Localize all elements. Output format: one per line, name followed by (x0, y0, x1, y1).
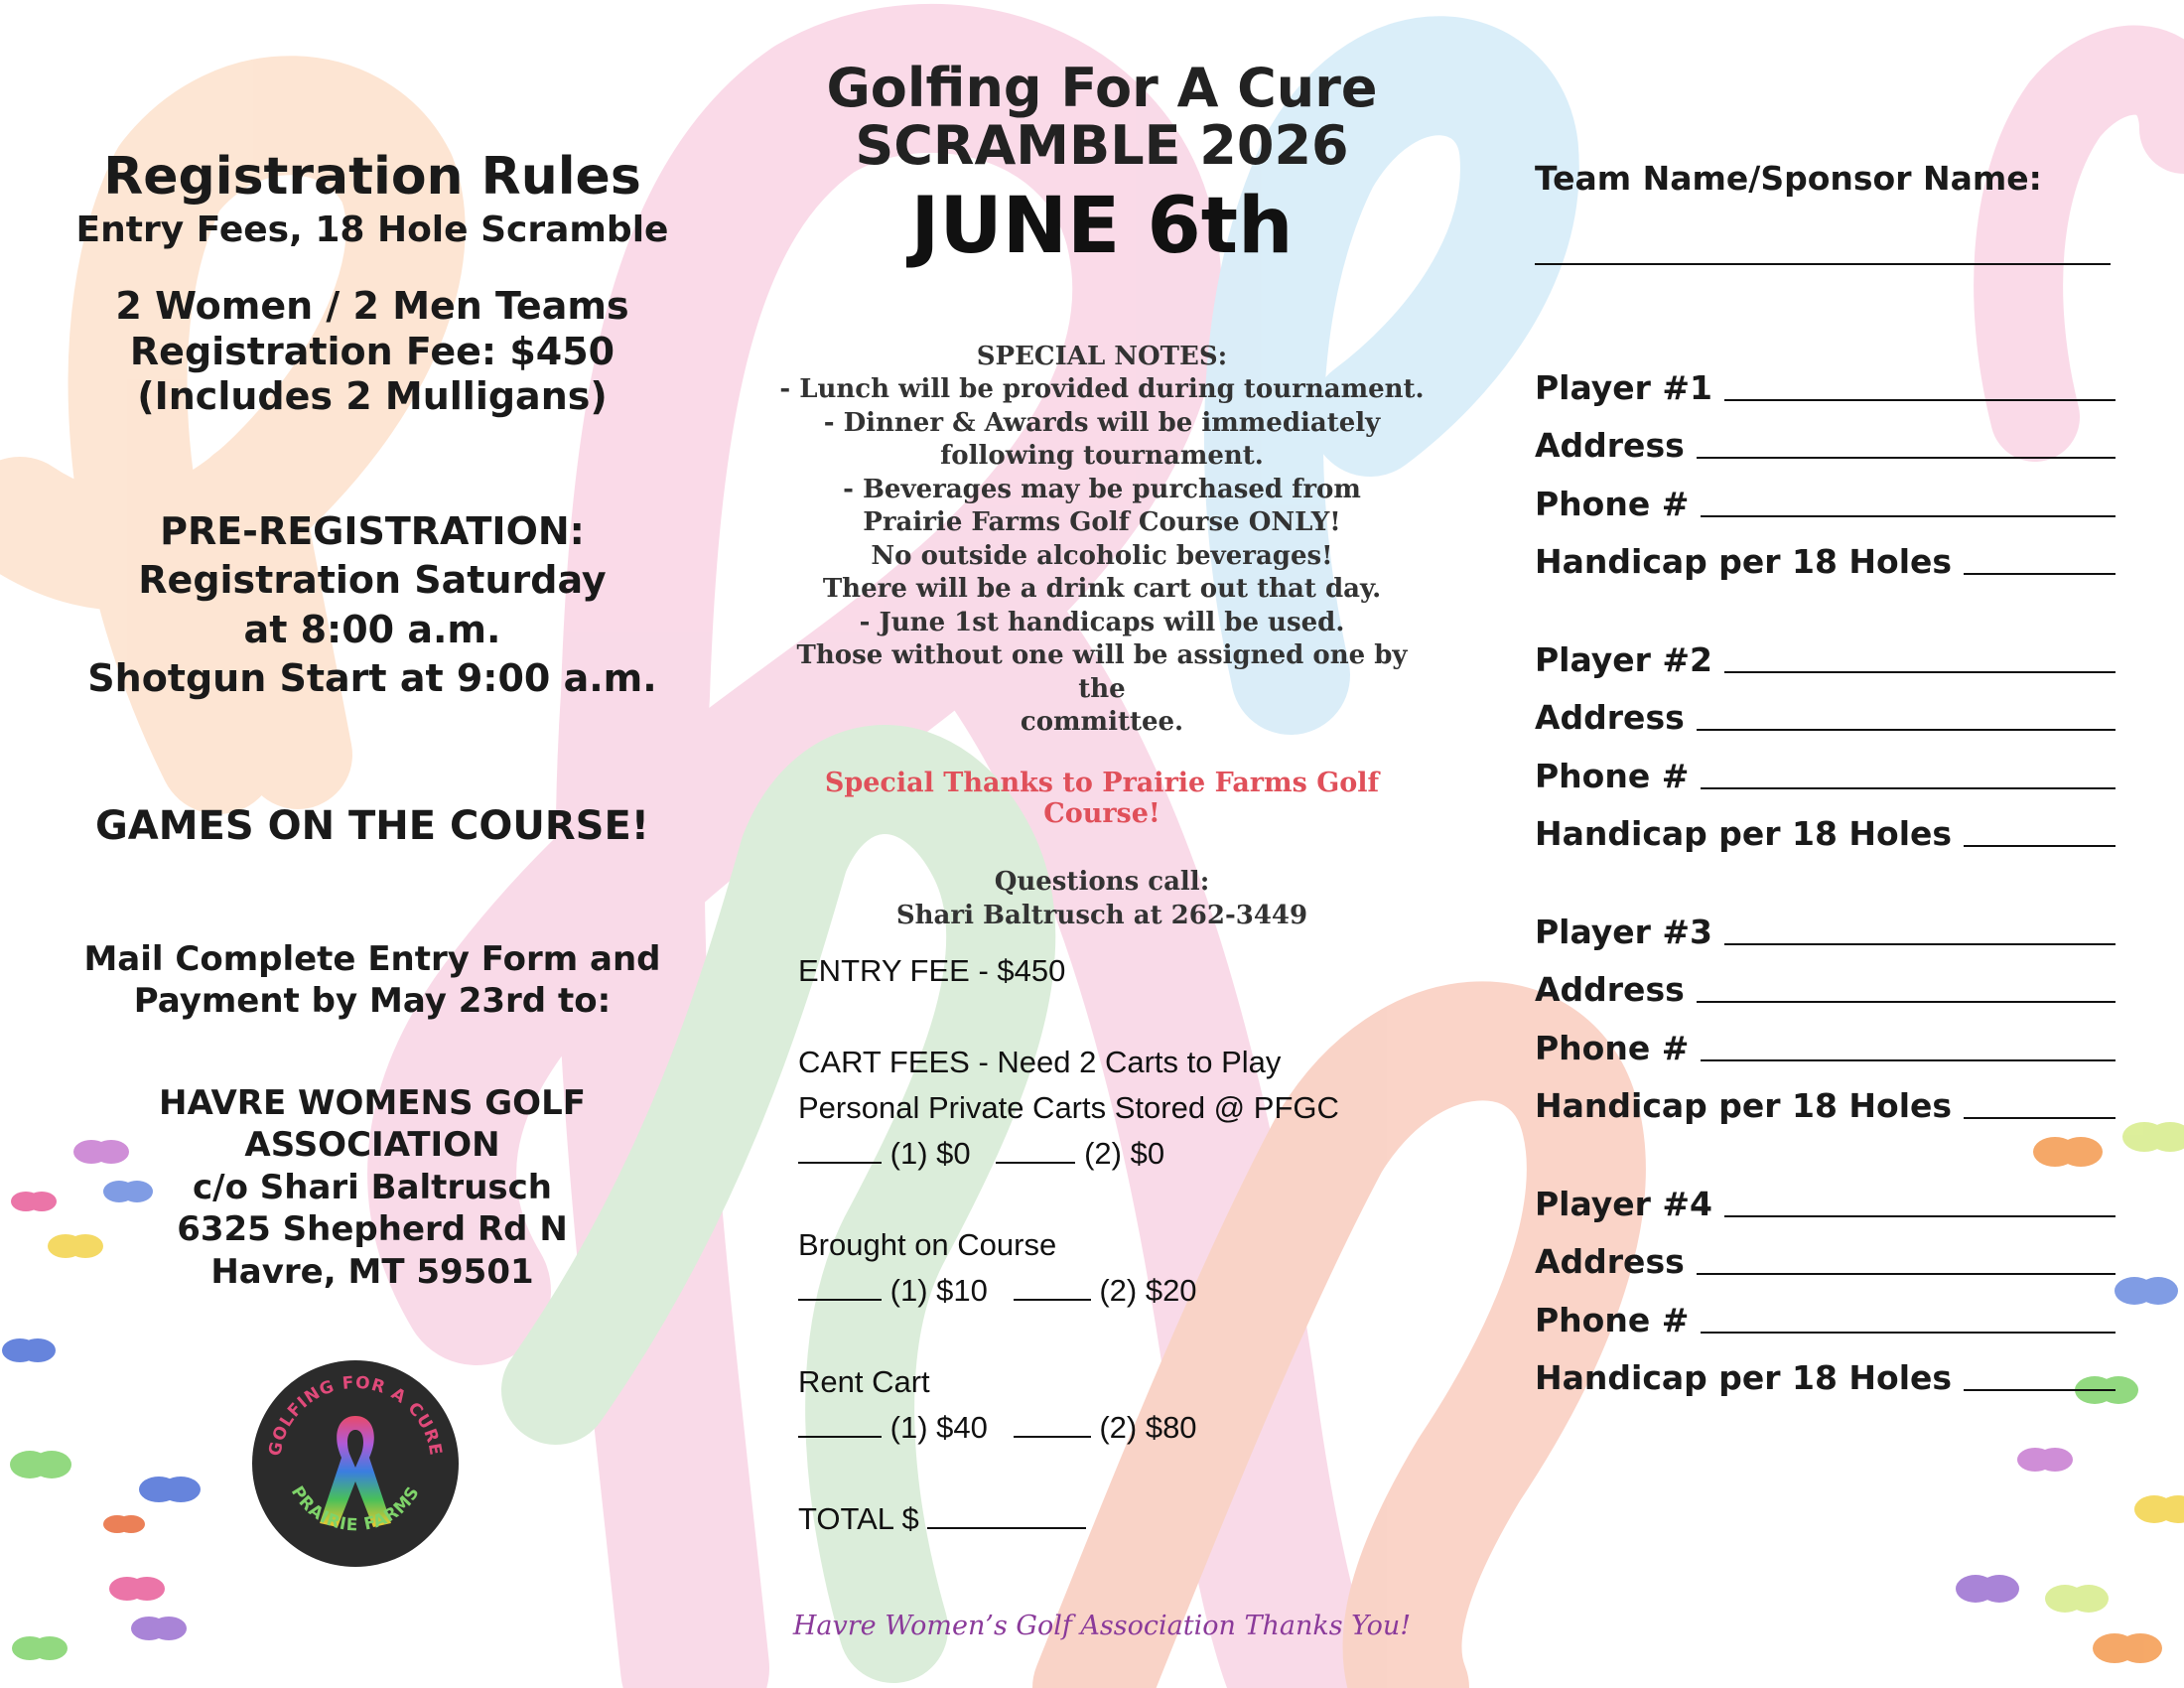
rent-2-price: (2) $80 (1099, 1410, 1197, 1445)
note-line: There will be a drink cart out that day. (822, 574, 1382, 605)
handicap-label: Handicap per 18 Holes (1535, 1086, 1953, 1125)
note-line: Prairie Farms Golf Course ONLY! (863, 507, 1341, 538)
player-1-handicap-field[interactable] (1964, 543, 2116, 575)
assoc-line4: 6325 Shepherd Rd N (177, 1209, 568, 1250)
event-title-line1: Golfing For A Cure (826, 57, 1378, 119)
rent-options (798, 1405, 1433, 1451)
note-line: - Dinner & Awards will be immediately (823, 407, 1381, 438)
player-4-address-field[interactable] (1697, 1243, 2116, 1275)
phone-label: Phone # (1535, 1028, 1690, 1067)
cart-fees-heading: CART FEES - Need 2 Carts to Play (798, 1045, 1282, 1079)
player-3-phone-field[interactable] (1701, 1030, 2116, 1061)
brought-2-blank[interactable] (1014, 1271, 1091, 1301)
handicap-label: Handicap per 18 Holes (1535, 542, 1953, 581)
phone-label: Phone # (1535, 484, 1690, 523)
player-label: Player #4 (1535, 1184, 1713, 1223)
footer-thanks: Havre Women’s Golf Association Thanks You! (792, 1611, 1412, 1641)
personal-carts-options (798, 1131, 1433, 1177)
special-thanks: Special Thanks to Prairie Farms Golf Course! (824, 767, 1380, 829)
player-label: Player #1 (1535, 367, 1713, 407)
personal-cart-1-blank[interactable] (798, 1134, 882, 1164)
note-line: - Lunch will be provided during tournament. (779, 374, 1425, 405)
handicap-label: Handicap per 18 Holes (1535, 814, 1953, 853)
logo-bottom-text: PRAIRIE FARMS (286, 1482, 425, 1536)
logo-top-text: GOLFING FOR A CURE (265, 1372, 446, 1458)
golfing-for-a-cure-logo (250, 1358, 461, 1569)
rent-cart-label: Rent Cart (798, 1364, 930, 1399)
prereg-line1: Registration Saturday (138, 558, 607, 603)
player-1-name-field[interactable] (1724, 369, 2116, 401)
brought-1-blank[interactable] (798, 1271, 882, 1301)
fees-section (798, 948, 1433, 1542)
brought-2-price: (2) $20 (1099, 1273, 1197, 1308)
special-notes (774, 341, 1430, 740)
player-3-handicap-field[interactable] (1964, 1087, 2116, 1119)
note-line: committee. (1020, 707, 1184, 738)
questions-contact (774, 865, 1430, 932)
personal-cart-2-blank[interactable] (996, 1134, 1075, 1164)
personal-cart-2-price: (2) $0 (1084, 1136, 1165, 1171)
team-registration-form (1535, 159, 2116, 1437)
mailing-address (40, 1082, 705, 1294)
rent-1-price: (1) $40 (889, 1410, 988, 1445)
address-label: Address (1535, 970, 1685, 1009)
team-format: 2 Women / 2 Men Teams (115, 284, 629, 329)
team-name-label: Team Name/Sponsor Name: (1535, 159, 2042, 198)
player-2-handicap-field[interactable] (1964, 815, 2116, 847)
event-info-section (774, 57, 1430, 932)
rent-2-blank[interactable] (1014, 1408, 1091, 1438)
brought-options (798, 1268, 1433, 1314)
note-line: following tournament. (940, 441, 1264, 472)
player-2-name-field[interactable] (1724, 641, 2116, 673)
phone-label: Phone # (1535, 756, 1690, 795)
player-2-phone-field[interactable] (1701, 758, 2116, 789)
assoc-line3: c/o Shari Baltrusch (193, 1167, 552, 1207)
players-list (1535, 349, 2116, 1397)
player-3-block (1535, 893, 2116, 1125)
note-line: - June 1st handicaps will be used. (859, 607, 1345, 637)
mail-instructions (40, 938, 705, 1023)
handicap-label: Handicap per 18 Holes (1535, 1358, 1953, 1397)
prereg-line2: at 8:00 a.m. (243, 607, 501, 651)
mail-line1: Mail Complete Entry Form and (83, 938, 661, 979)
questions-line2: Shari Baltrusch at 262-3449 (895, 900, 1308, 930)
event-title-line2: SCRAMBLE 2026 (855, 114, 1349, 178)
mulligans-note: (Includes 2 Mulligans) (137, 374, 608, 419)
player-1-block (1535, 349, 2116, 581)
brought-on-course-label: Brought on Course (798, 1227, 1057, 1262)
event-date: JUNE 6th (910, 181, 1294, 271)
registration-fee: Registration Fee: $450 (129, 329, 615, 373)
registration-rules-section (40, 149, 705, 1293)
fee-block (40, 284, 705, 420)
note-line: No outside alcoholic beverages! (871, 540, 1333, 571)
team-name-field[interactable] (1535, 223, 2111, 265)
note-line: Those without one will be assigned one by the (796, 640, 1408, 704)
player-4-phone-field[interactable] (1701, 1302, 2116, 1334)
player-1-phone-field[interactable] (1701, 486, 2116, 517)
rules-subtitle: Entry Fees, 18 Hole Scramble (75, 210, 669, 251)
phone-label: Phone # (1535, 1300, 1690, 1339)
personal-carts-label: Personal Private Carts Stored @ PFGC (798, 1090, 1339, 1125)
assoc-line2: ASSOCIATION (244, 1125, 500, 1166)
player-4-name-field[interactable] (1724, 1186, 2116, 1217)
note-line: - Beverages may be purchased from (843, 474, 1361, 504)
address-label: Address (1535, 698, 1685, 737)
rent-1-blank[interactable] (798, 1408, 882, 1438)
player-3-name-field[interactable] (1724, 914, 2116, 945)
address-label: Address (1535, 426, 1685, 465)
address-label: Address (1535, 1242, 1685, 1281)
prereg-title: PRE-REGISTRATION: (160, 508, 585, 553)
player-4-block (1535, 1165, 2116, 1397)
questions-line1: Questions call: (994, 866, 1210, 897)
total-label: TOTAL $ (798, 1501, 919, 1536)
assoc-line1: HAVRE WOMENS GOLF (159, 1082, 586, 1123)
player-3-address-field[interactable] (1697, 971, 2116, 1003)
total-blank[interactable] (927, 1499, 1086, 1529)
games-heading: GAMES ON THE COURSE! (94, 802, 650, 849)
notes-heading: SPECIAL NOTES: (976, 341, 1228, 371)
personal-cart-1-price: (1) $0 (889, 1136, 971, 1171)
player-1-address-field[interactable] (1697, 427, 2116, 459)
player-4-handicap-field[interactable] (1964, 1359, 2116, 1391)
player-2-address-field[interactable] (1697, 699, 2116, 731)
total-row (798, 1496, 1433, 1542)
player-2-block (1535, 621, 2116, 853)
shotgun-start: Shotgun Start at 9:00 a.m. (87, 656, 657, 701)
player-label: Player #2 (1535, 639, 1713, 679)
player-label: Player #3 (1535, 912, 1713, 951)
preregistration-block (40, 507, 705, 704)
rules-title: Registration Rules (103, 147, 641, 207)
assoc-line5: Havre, MT 59501 (210, 1251, 534, 1292)
entry-fee: ENTRY FEE - $450 (798, 953, 1066, 988)
brought-1-price: (1) $10 (889, 1273, 988, 1308)
mail-line2: Payment by May 23rd to: (133, 981, 612, 1022)
